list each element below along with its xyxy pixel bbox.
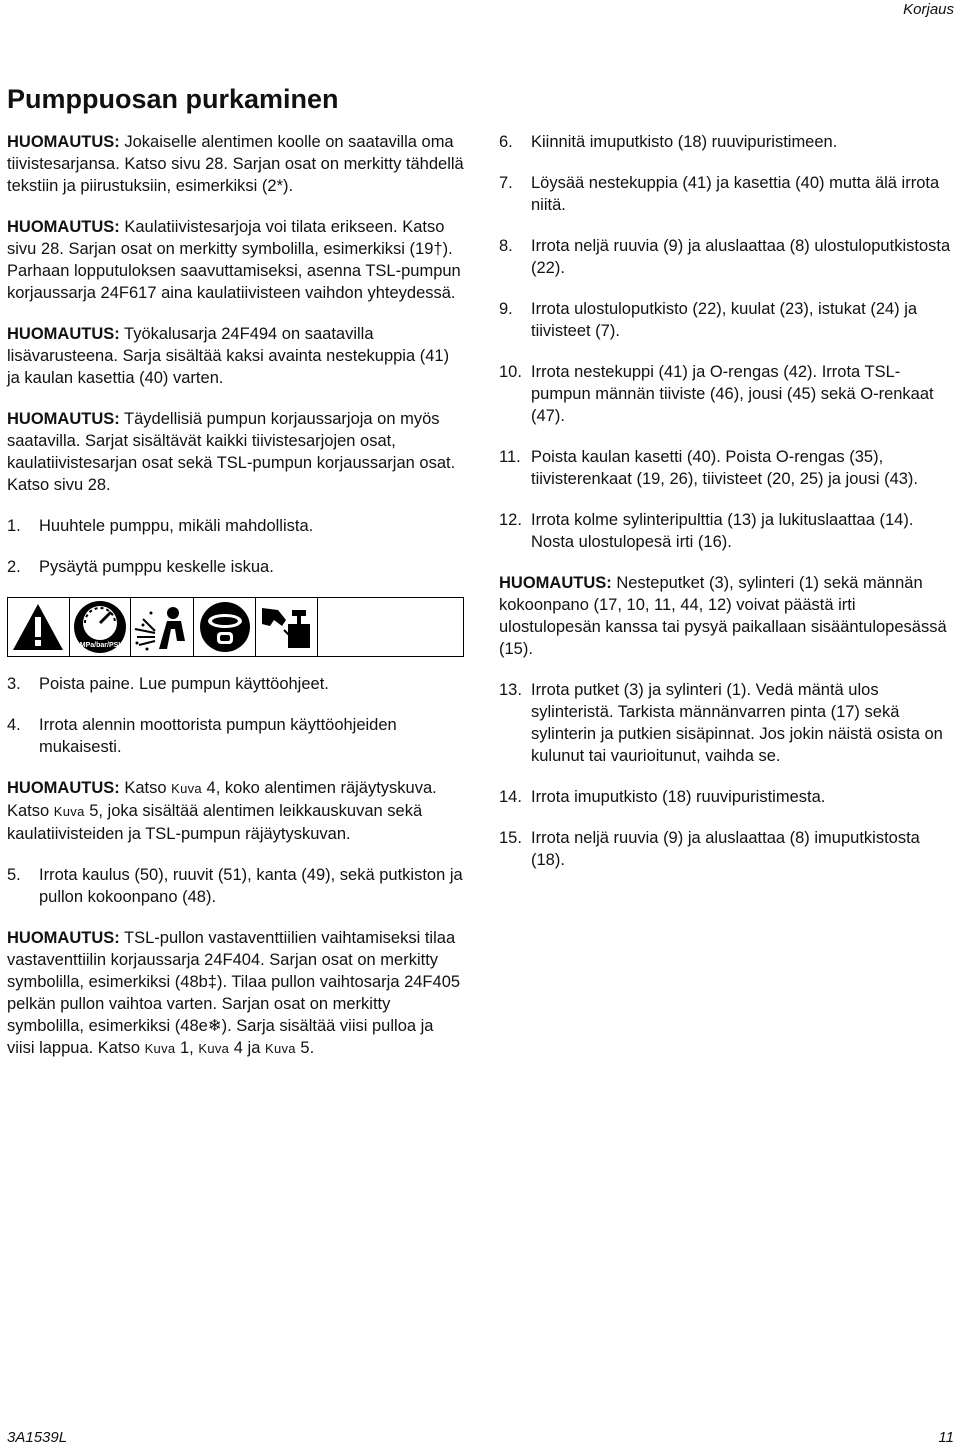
note-label: HUOMAUTUS: <box>7 133 120 151</box>
step-number: 12. <box>499 511 522 529</box>
note-text: Täydellisiä pumpun korjaussarjoja on myös saatavilla. Sarjat sisältävät kaikki tiivistesarjojen osat, kaulatiivistesarjan osat sekä TSL-pumpun korjaussarjan osat. Katso sivu 28. <box>7 410 456 494</box>
note-text: 5, joka sisältää alentimen leikkauskuvan sekä kaulatiivisteiden ja TSL-pumpun räjäytyskuvan. <box>7 802 423 843</box>
step-number: 5. <box>7 866 21 884</box>
step-item <box>499 446 951 490</box>
note-kit-seals <box>7 131 465 197</box>
header-section-title: Korjaus <box>903 1 954 18</box>
note-label: HUOMAUTUS: <box>499 574 612 592</box>
note-label: HUOMAUTUS: <box>7 325 120 343</box>
step-item <box>499 298 951 342</box>
note-tool-kit <box>7 323 465 389</box>
step-item <box>499 361 951 427</box>
figure-ref-kuva: Kuva <box>53 804 85 819</box>
step-text: Irrota nestekuppi (41) ja O-rengas (42). Irrota TSL-pumpun männän tiiviste (46), jousi (45) sekä O-renkaat (47). <box>531 363 934 425</box>
step-number: 2. <box>7 558 21 576</box>
figure-ref-kuva: Kuva <box>264 1041 296 1056</box>
step-item <box>7 673 465 695</box>
warning-strip-blank-cell <box>318 598 464 656</box>
step-number: 4. <box>7 716 21 734</box>
note-text: 5. <box>295 1039 315 1057</box>
pressure-gauge-icon <box>70 598 132 656</box>
footer-page-number: 11 <box>938 1429 954 1446</box>
note-fluid-tubes <box>499 572 951 660</box>
moving-parts-hand-icon <box>256 598 318 656</box>
step-text: Pysäytä pumppu keskelle iskua. <box>39 558 274 576</box>
page-title: Pumppuosan purkaminen <box>7 84 339 114</box>
step-text: Irrota imuputkisto (18) ruuvipuristimesta. <box>531 788 826 806</box>
step-item <box>7 515 465 537</box>
step-number: 10. <box>499 363 522 381</box>
step-number: 8. <box>499 237 513 255</box>
step-number: 13. <box>499 681 522 699</box>
step-number: 14. <box>499 788 522 806</box>
step-text: Irrota kolme sylinteripulttia (13) ja lukituslaattaa (14). Nosta ulostulopesä irti (16). <box>531 511 914 551</box>
step-text: Irrota neljä ruuvia (9) ja aluslaattaa (8) ulostuloputkistosta (22). <box>531 237 951 277</box>
step-number: 7. <box>499 174 513 192</box>
step-text: Löysää nestekuppia (41) ja kasettia (40) mutta älä irrota niitä. <box>531 174 940 214</box>
warning-triangle-icon <box>8 598 70 656</box>
step-number: 15. <box>499 829 522 847</box>
step-item <box>7 556 465 578</box>
note-text: Jokaiselle alentimen koolle on saatavilla oma tiivistesarjansa. Katso sivu 28. Sarjan osat on merkitty tähdellä tekstiin ja piirustuksiin, esimerkiksi (2*). <box>7 133 464 195</box>
step-item <box>7 864 465 908</box>
step-text: Irrota ulostuloputkisto (22), kuulat (23), istukat (24) ja tiivisteet (7). <box>531 300 918 340</box>
protective-equipment-icon <box>194 598 256 656</box>
note-text: Työkalusarja 24F494 on saatavilla lisävarusteena. Sarja sisältää kaksi avainta nestekuppia (41) ja kaulan kasettia (40) varten. <box>7 325 450 387</box>
step-item <box>7 714 465 758</box>
step-text: Irrota neljä ruuvia (9) ja aluslaattaa (8) imuputkistosta (18). <box>531 829 920 869</box>
figure-ref-kuva: Kuva <box>198 1041 230 1056</box>
note-text: Nesteputket (3), sylinteri (1) sekä männän kokoonpano (17, 10, 11, 44, 12) voivat päästä irti ulostulopesän kanssa tai pysyä paikallaan sisääntulopesässä (15). <box>499 574 947 658</box>
step-number: 1. <box>7 517 21 535</box>
step-text: Poista kaulan kasetti (40). Poista O-rengas (35), tiivisterenkaat (19, 26), tiivisteet (20, 25) ja jousi (43). <box>531 448 919 488</box>
step-item <box>499 172 951 216</box>
note-text: TSL-pullon vastaventtiilien vaihtamiseksi tilaa vastaventtiilin korjaussarja 24F404. Sarjan osat on merkitty symbolilla, esimerkiksi (48b‡). Tilaa pullon vaihtosarja 24F405 pelkän pullon vaihtoa varten. Sarjan osat on merkitty symbolilla, esimerkiksi (48e❄). Sarja sisältää viisi pulloa ja viisi lappua. Katso <box>7 929 461 1057</box>
warning-icon-strip <box>7 597 464 657</box>
step-text: Irrota putket (3) ja sylinteri (1). Vedä mäntä ulos sylinteristä. Tarkista männänvarren pinta (17) sekä sylinterin ja putkien sisäpinnat. Jos jokin näistä osista on kulunut tai vaurioitunut, vaihda se. <box>531 681 943 765</box>
note-label: HUOMAUTUS: <box>7 218 120 236</box>
note-label: HUOMAUTUS: <box>7 929 120 947</box>
note-complete-kits <box>7 408 465 496</box>
step-text: Huuhtele pumppu, mikäli mahdollista. <box>39 517 314 535</box>
step-number: 9. <box>499 300 513 318</box>
step-item <box>499 679 951 767</box>
note-text: Kaulatiivistesarjoja voi tilata erikseen. Katso sivu 28. Sarjan osat on merkitty symbolilla, esimerkiksi (19†). Parhaan lopputuloksen saavuttamiseksi, asenna TSL-pumpun korjaussarja 24F617 aina kaulatiivisteen vaihdon yhteydessä. <box>7 218 461 302</box>
note-throat-kits <box>7 216 465 304</box>
note-label: HUOMAUTUS: <box>7 410 120 428</box>
footer-doc-number: 3A1539L <box>7 1429 68 1446</box>
note-text: 4 ja <box>229 1039 265 1057</box>
note-label: HUOMAUTUS: <box>7 779 120 797</box>
injection-hazard-icon <box>131 598 194 656</box>
step-number: 6. <box>499 133 513 151</box>
note-text: 4, koko alentimen räjäytyskuva. Katso <box>7 779 437 820</box>
right-column <box>499 131 951 890</box>
step-text: Irrota alennin moottorista pumpun käyttöohjeiden mukaisesti. <box>39 716 397 756</box>
step-text: Kiinnitä imuputkisto (18) ruuvipuristimeen. <box>531 133 838 151</box>
step-text: Irrota kaulus (50), ruuvit (51), kanta (49), sekä putkiston ja pullon kokoonpano (48). <box>39 866 463 906</box>
step-number: 11. <box>499 448 521 466</box>
step-text: Poista paine. Lue pumpun käyttöohjeet. <box>39 675 329 693</box>
note-text: Katso <box>124 779 172 797</box>
gauge-units-label: MPa/bar/PSI <box>79 642 121 649</box>
step-item <box>499 509 951 553</box>
figure-ref-kuva: Kuva <box>171 781 202 796</box>
note-check-valve-kit <box>7 927 465 1060</box>
step-number: 3. <box>7 675 21 693</box>
step-item <box>499 131 951 153</box>
step-item <box>499 786 951 808</box>
note-text: 1, <box>175 1039 199 1057</box>
left-column <box>7 131 465 1079</box>
step-item <box>499 827 951 871</box>
step-item <box>499 235 951 279</box>
note-figure-reference <box>7 777 465 845</box>
figure-ref-kuva: Kuva <box>144 1041 176 1056</box>
